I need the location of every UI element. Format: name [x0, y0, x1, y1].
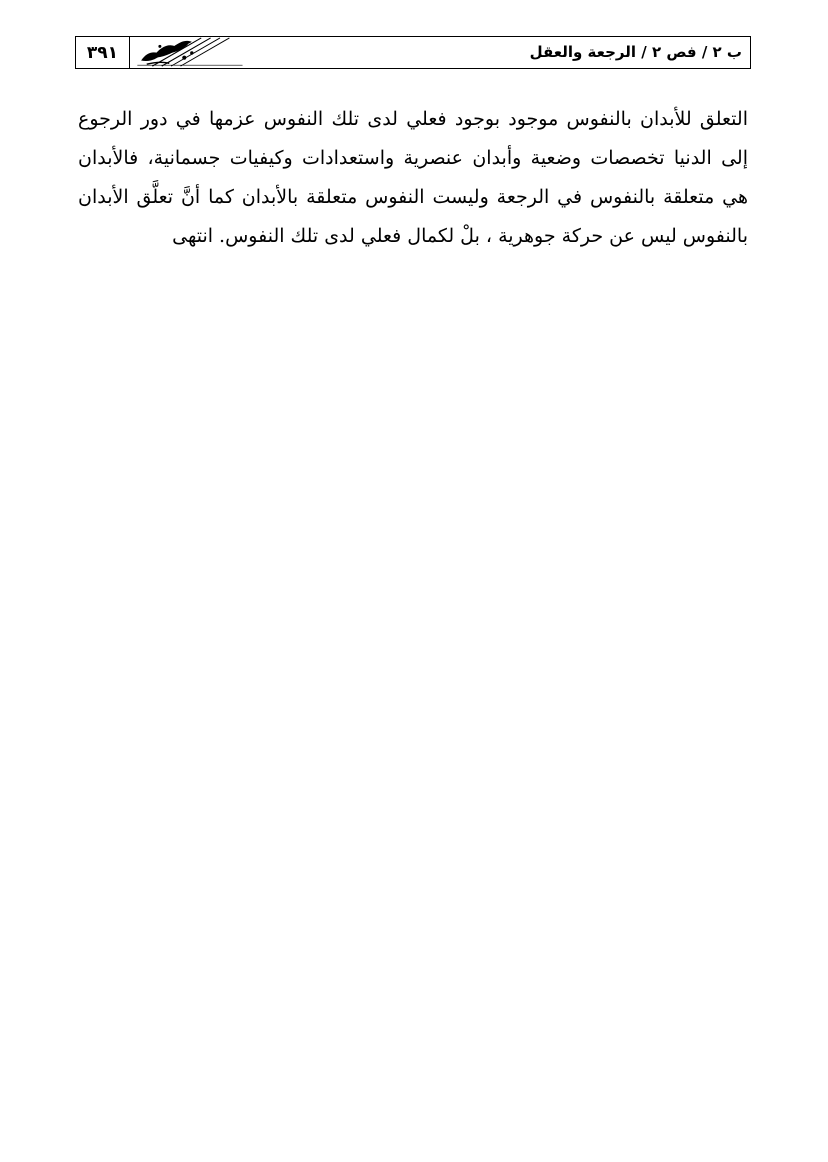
body-paragraph: التعلق للأبدان بالنفوس موجود بوجود فعلي لدى تلك النفوس عزمها في دور الرجوع إلى الدنيا تخصصات وضعية وأبدان عنصرية واستعدادات وكيفيات جسمانية، فالأبدان هي متعلقة بالنفوس في الرجعة وليست النفوس متعلقة بالأبدان كما أنَّ تعلَّق الأبدان بالنفوس ليس عن حركة جوهرية ، بلْ لكمال فعلي لدى تلك النفوس. انتهى: [78, 108, 748, 247]
running-header: [75, 36, 751, 69]
header-title: ب ٢ / فص ٢ / الرجعة والعقل: [529, 43, 742, 61]
ornament-icon: [130, 37, 248, 68]
page-number: ٣٩١: [76, 37, 130, 68]
